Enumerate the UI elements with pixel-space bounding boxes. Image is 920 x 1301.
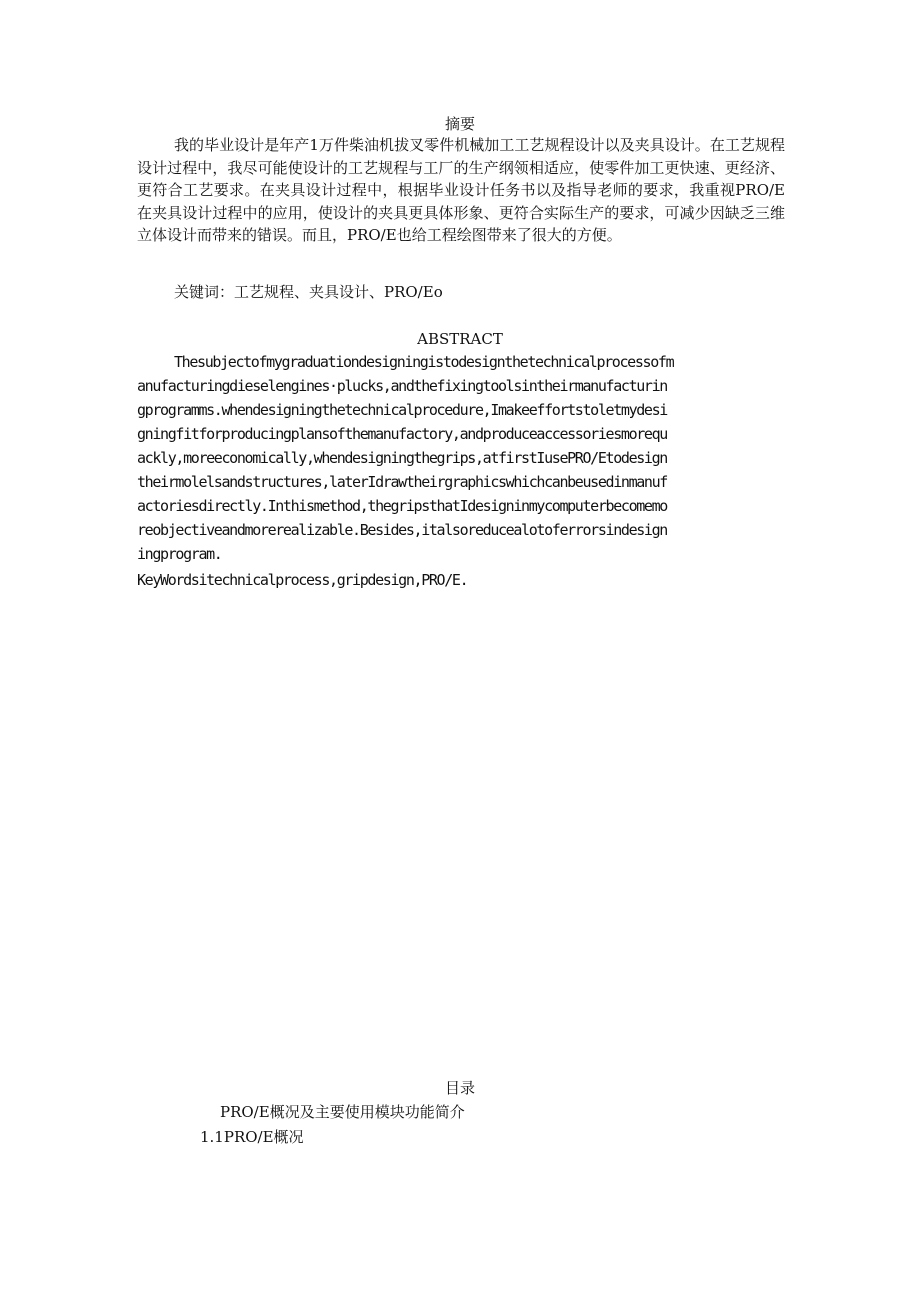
- abstract-en-line: Thesubjectofmygraduationdesigningistodesignthetechnicalprocessofm: [174, 353, 674, 371]
- toc-item: 1.1PRO/E概况: [200, 1128, 304, 1146]
- abstract-en-line: anufacturingdieselengines·plucks,andthefixingtoolsintheirmanufacturin: [137, 377, 667, 395]
- abstract-en-keywords: KeyWordsitechnicalprocess,gripdesign,PRO/E.: [137, 571, 468, 589]
- abstract-en-line: actoriesdirectly.Inthismethod,thegripsthatIdesigninmycomputerbecomemo: [137, 497, 667, 515]
- toc-item: PRO/E概况及主要使用模块功能简介: [220, 1103, 465, 1121]
- abstract-en-line: ackly,moreeconomically,whendesigningthegrips,atfirstIusePRO/Etodesign: [137, 449, 667, 467]
- abstract-cn-body: 我的毕业设计是年产1万件柴油机拔叉零件机械加工工艺规程设计以及夹具设计。在工艺规程设计过程中，我尽可能使设计的工艺规程与工厂的生产纲领相适应，使零件加工更快速、更经济、更符合工艺要求。在夹具设计过程中，根据毕业设计任务书以及指导老师的要求，我重视PRO/E在夹具设计过程中的应用，使设计的夹具更具体形象、更符合实际生产的要求，可减少因缺乏三维立体设计而带来的错误。而且，PRO/E也给工程绘图带来了很大的方便。: [137, 136, 785, 245]
- abstract-cn-title: 摘要: [444, 115, 475, 133]
- abstract-en-title: ABSTRACT: [417, 330, 503, 348]
- abstract-en-line: gprogramms.whendesigningthetechnicalprocedure,Imakeeffortstoletmydesi: [137, 401, 667, 419]
- toc-title: 目录: [444, 1079, 475, 1097]
- abstract-en-line: ingprogram.: [137, 545, 222, 563]
- abstract-cn-keywords: 关键词：工艺规程、夹具设计、PRO/Eo: [174, 283, 443, 301]
- abstract-en-line: reobjectiveandmorerealizable.Besides,italsoreducealotoferrorsindesign: [137, 521, 667, 539]
- abstract-en-line: theirmolelsandstructures,laterIdrawtheirgraphicswhichcanbeusedinmanuf: [137, 473, 667, 491]
- abstract-en-line: gningfitforproducingplansofthemanufactory,andproduceaccessoriesmorequ: [137, 425, 667, 443]
